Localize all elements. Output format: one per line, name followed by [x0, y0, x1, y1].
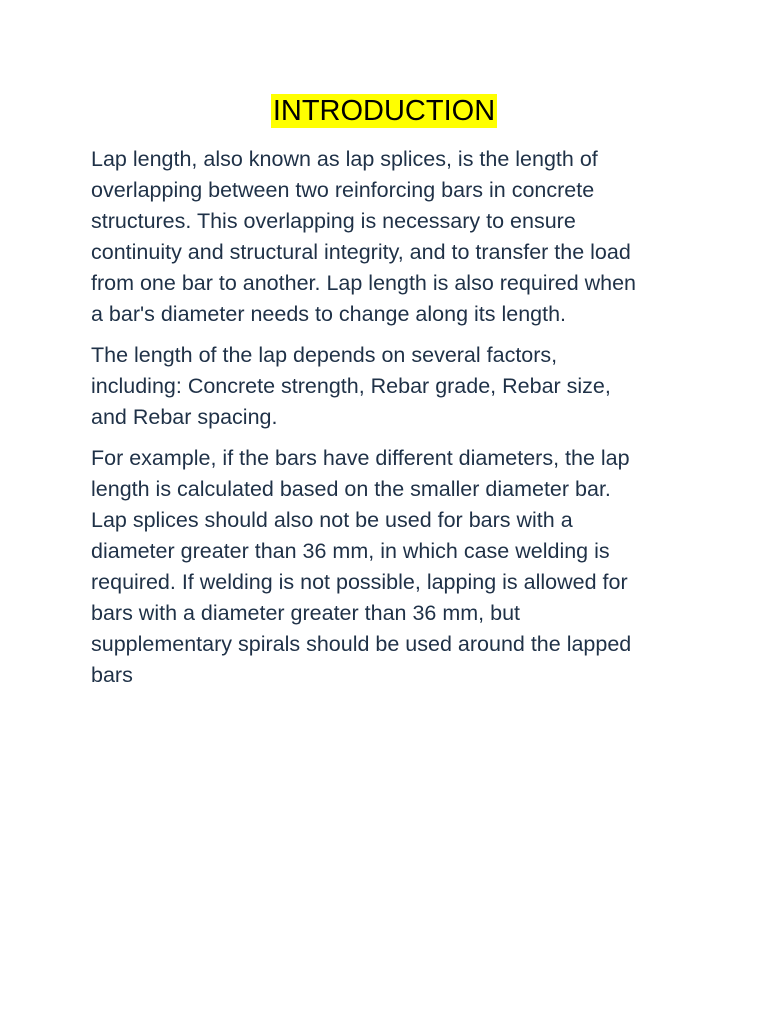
paragraph-line: bars with a diameter greater than 36 mm, but: [91, 601, 521, 625]
document-title: INTRODUCTION: [272, 95, 496, 127]
paragraph-line: diameter greater than 36 mm, in which case welding is: [91, 539, 610, 563]
paragraph-line: from one bar to another. Lap length is also required when: [91, 271, 637, 295]
paragraph-line: For example, if the bars have different diameters, the lap: [91, 446, 630, 470]
paragraph-line: length is calculated based on the smaller diameter bar.: [91, 477, 611, 501]
paragraph-line: continuity and structural integrity, and to transfer the load: [91, 240, 631, 264]
document-body: [91, 144, 681, 701]
paragraph-line: The length of the lap depends on several factors,: [91, 343, 558, 367]
paragraph-line: and Rebar spacing.: [91, 405, 278, 429]
paragraph-line: required. If welding is not possible, lapping is allowed for: [91, 570, 628, 594]
paragraph-2: [91, 340, 681, 433]
paragraph-line: overlapping between two reinforcing bars in concrete: [91, 178, 595, 202]
paragraph-line: supplementary spirals should be used around the lapped: [91, 632, 632, 656]
paragraph-line: a bar's diameter needs to change along its length.: [91, 302, 567, 326]
title-container: [0, 94, 768, 128]
paragraph-3: [91, 443, 681, 691]
paragraph-line: including: Concrete strength, Rebar grade, Rebar size,: [91, 374, 611, 398]
paragraph-line: Lap splices should also not be used for bars with a: [91, 508, 573, 532]
paragraph-line: bars: [91, 663, 133, 687]
paragraph-1: [91, 144, 681, 330]
paragraph-line: Lap length, also known as lap splices, is the length of: [91, 147, 598, 171]
paragraph-line: structures. This overlapping is necessary to ensure: [91, 209, 576, 233]
